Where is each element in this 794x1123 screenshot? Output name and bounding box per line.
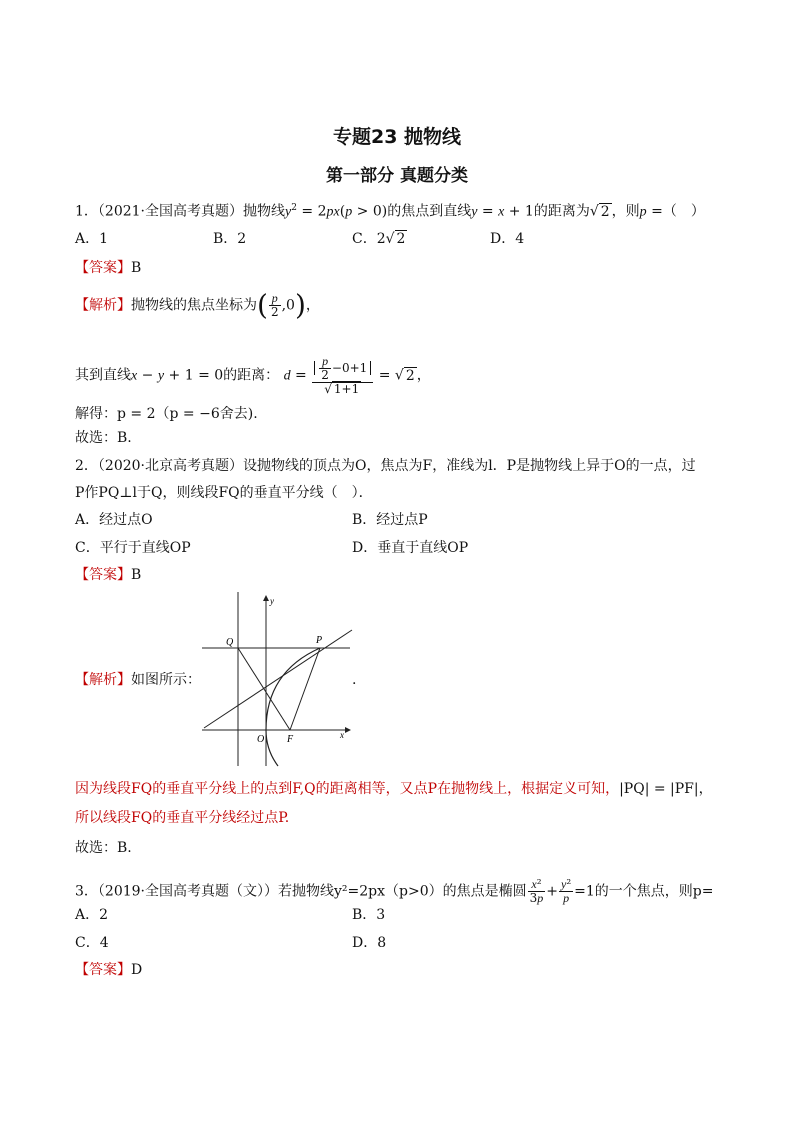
label-p: P bbox=[316, 635, 323, 646]
question-3-stem: 3．（2019·全国高考真题（文））若抛物线y²=2px（p>0）的焦点是椭圆 $\frac{\text{x²}}{3p}$ + $\frac{\text{y²}}{p}$ =1的一个焦点，则p= bbox=[75, 877, 714, 905]
q2-analysis-2: 因为线段FQ的垂直平分线上的点到F,Q的距离相等，又点P在抛物线上，根据定义可知，|PQ| = |PF|， bbox=[75, 781, 713, 797]
q3-option-c: C．4 bbox=[75, 935, 109, 951]
parabola-upper bbox=[266, 648, 320, 730]
q2-option-b: B．经过点P bbox=[352, 512, 428, 528]
label-y: y bbox=[270, 596, 274, 606]
parabola-lower bbox=[266, 730, 278, 766]
question-2-stem-line2: P作PQ⊥l于Q，则线段FQ的垂直平分线（ ）． bbox=[75, 485, 373, 501]
q1-option-d: D．4 bbox=[490, 231, 525, 247]
q3-option-d: D．8 bbox=[352, 935, 387, 951]
label-o: O bbox=[257, 734, 265, 745]
q2-analysis-1: 【解析】如图所示： bbox=[75, 672, 201, 688]
segment-qf bbox=[238, 648, 290, 730]
q2-answer: 【答案】B bbox=[75, 567, 142, 583]
q2-option-a: A．经过点O bbox=[75, 512, 153, 528]
q1-analysis-2: 其到直线x − y + 1 = 0的距离： d = $\frac{p}{2}$ −0+1 √ 1+1 = √ 2 ， bbox=[75, 354, 431, 396]
q1-analysis-1: 【解析】抛物线的焦点坐标为( $\frac{p}{2}$ ,0)， bbox=[75, 288, 320, 322]
q3-answer: 【答案】D bbox=[75, 962, 143, 978]
segment-pf bbox=[290, 648, 320, 730]
q1-option-b: B．2 bbox=[213, 231, 247, 247]
question-2-stem-line1: 2．（2020·北京高考真题）设抛物线的顶点为O，焦点为F，准线为l．P是抛物线上异于O的一点，过 bbox=[75, 458, 696, 474]
q2-option-c: C．平行于直线OP bbox=[75, 540, 191, 556]
figure-period: . bbox=[352, 672, 357, 688]
q3-option-b: B．3 bbox=[352, 907, 386, 923]
label-q: Q bbox=[226, 637, 234, 648]
q2-analysis-3: 所以线段FQ的垂直平分线经过点P. bbox=[75, 810, 290, 826]
q2-option-d: D．垂直于直线OP bbox=[352, 540, 469, 556]
q1-solve: 解得：p = 2（p = −6舍去). bbox=[75, 406, 258, 422]
q3-option-a: A．2 bbox=[75, 907, 109, 923]
label-f: F bbox=[287, 734, 294, 745]
section-subtitle: 第一部分 真题分类 bbox=[326, 166, 468, 186]
parabola-figure bbox=[200, 590, 360, 768]
page-title: 专题23 抛物线 bbox=[332, 126, 462, 148]
q1-option-a: A．1 bbox=[75, 231, 109, 247]
q1-conclusion: 故选：B. bbox=[75, 430, 132, 446]
label-x: x bbox=[340, 730, 344, 740]
question-1-stem: 1．（2021·全国高考真题）抛物线$y^2 = 2px(p > 0)$的焦点到直线y = x + 1的距离为√ 2 ，则p =（ ） bbox=[75, 203, 705, 220]
q1-option-c: C．2√ 2 bbox=[352, 231, 406, 247]
q2-conclusion: 故选：B. bbox=[75, 840, 132, 856]
q1-answer: 【答案】B bbox=[75, 260, 142, 276]
